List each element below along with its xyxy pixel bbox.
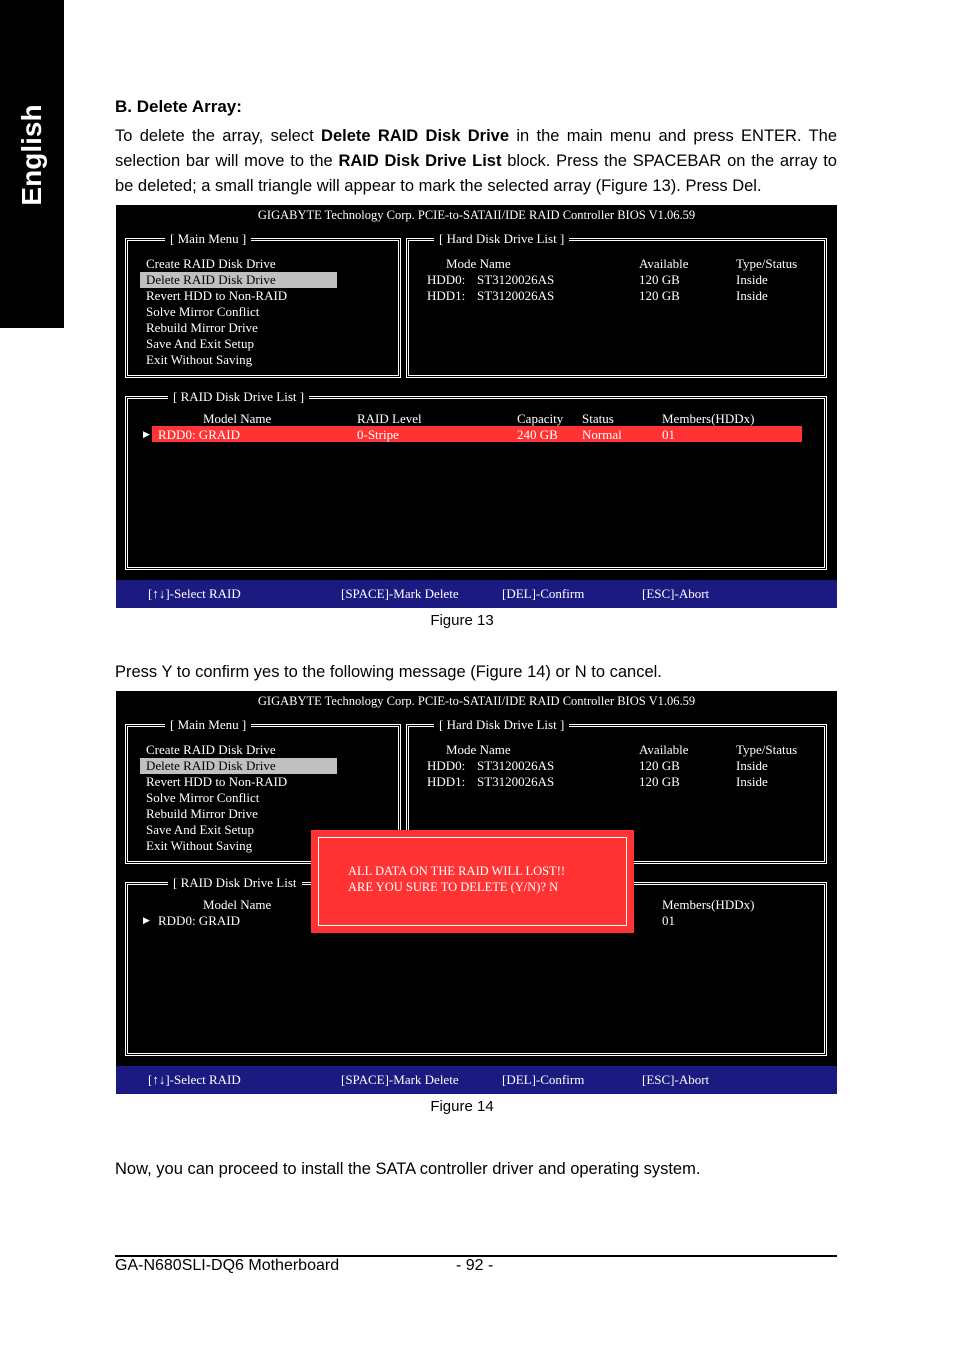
language-tab-label: English xyxy=(16,104,47,206)
raid-list-label: [ RAID Disk Drive List xyxy=(168,875,302,891)
selection-triangle-icon: ▶ xyxy=(143,429,150,439)
section-heading: B. Delete Array: xyxy=(115,97,242,116)
hdd-row-model: ST3120026AS xyxy=(477,272,555,287)
intro-text-2: in the main menu and press ENTER. The selection bar will move to the xyxy=(115,127,837,170)
hdd-header-mode: Mode Name xyxy=(446,742,511,757)
menu-item-save-exit[interactable]: Save And Exit Setup xyxy=(146,336,254,351)
footer-model: GA-N680SLI-DQ6 Motherboard xyxy=(115,1257,340,1274)
hdd-row-type: Inside xyxy=(736,774,768,789)
raid-row-capacity: 240 GB xyxy=(517,427,558,442)
menu-item-exit-nosave[interactable]: Exit Without Saving xyxy=(146,352,253,367)
selection-triangle-icon: ▶ xyxy=(143,915,150,925)
bios-screen-figure-13 xyxy=(116,205,837,608)
hdd-row-model: ST3120026AS xyxy=(477,288,555,303)
footer-abort: [ESC]-Abort xyxy=(642,1072,710,1087)
hdd-row-model: ST3120026AS xyxy=(477,774,555,789)
hdd-row-type: Inside xyxy=(736,758,768,773)
raid-header-model: Model Name xyxy=(203,897,272,912)
hdd-row-id: HDD1: xyxy=(427,774,466,789)
raid-header-members: Members(HDDx) xyxy=(662,411,755,426)
menu-item-save-exit[interactable]: Save And Exit Setup xyxy=(146,822,254,837)
hdd-row-available: 120 GB xyxy=(639,272,680,287)
closing-paragraph: Now, you can proceed to install the SATA controller driver and operating system. xyxy=(115,1160,701,1178)
intro-text-3: block. Press the SPACEBAR on the array to be deleted; a small triangle will appear to mark the selected array (Figure 13). Press Del. xyxy=(115,152,837,195)
raid-header-level: RAID Level xyxy=(357,411,422,426)
intro-bold-2: RAID Disk Drive List xyxy=(338,152,502,170)
bios-title: GIGABYTE Technology Corp. PCIE-to-SATAII/IDE RAID Controller BIOS V1.06.59 xyxy=(257,694,696,708)
raid-row-level: 0-Stripe xyxy=(357,427,399,442)
footer-confirm: [DEL]-Confirm xyxy=(502,586,585,601)
menu-item-create[interactable]: Create RAID Disk Drive xyxy=(146,256,276,271)
hdd-row-id: HDD0: xyxy=(427,758,466,773)
menu-item-rebuild[interactable]: Rebuild Mirror Drive xyxy=(146,806,258,821)
raid-row-name: RDD0: GRAID xyxy=(158,427,240,442)
hdd-row-type: Inside xyxy=(736,288,768,303)
raid-list-label: [ RAID Disk Drive List ] xyxy=(168,389,309,405)
figure-13-caption: Figure 13 xyxy=(430,612,494,629)
footer-select: [↑↓]-Select RAID xyxy=(148,1072,241,1087)
menu-item-revert[interactable]: Revert HDD to Non-RAID xyxy=(146,774,288,789)
confirm-paragraph: Press Y to confirm yes to the following message (Figure 14) or N to cancel. xyxy=(115,663,662,681)
bios-footer xyxy=(116,1066,837,1094)
dialog-warning-line: ALL DATA ON THE RAID WILL LOST!! xyxy=(348,864,566,878)
raid-row-name[interactable]: RDD0: GRAID xyxy=(158,913,240,928)
delete-confirm-dialog[interactable] xyxy=(311,830,634,933)
raid-row-status: Normal xyxy=(582,427,622,442)
hdd-row-available: 120 GB xyxy=(639,758,680,773)
raid-header-capacity: Capacity xyxy=(517,411,564,426)
figure-14-caption: Figure 14 xyxy=(430,1098,494,1115)
raid-header-members: Members(HDDx) xyxy=(662,897,755,912)
hdd-row-available: 120 GB xyxy=(639,288,680,303)
hdd-header-type: Type/Status xyxy=(736,256,798,271)
menu-item-delete[interactable]: Delete RAID Disk Drive xyxy=(140,758,337,774)
footer-abort: [ESC]-Abort xyxy=(642,586,710,601)
hdd-header-type: Type/Status xyxy=(736,742,798,757)
intro-paragraph xyxy=(115,124,837,199)
menu-item-exit-nosave[interactable]: Exit Without Saving xyxy=(146,838,253,853)
hdd-list-label: [ Hard Disk Drive List ] xyxy=(434,231,569,247)
menu-item-solve[interactable]: Solve Mirror Conflict xyxy=(146,790,260,805)
hdd-row-model: ST3120026AS xyxy=(477,758,555,773)
raid-header-status: Status xyxy=(582,411,614,426)
hdd-list-label: [ Hard Disk Drive List ] xyxy=(434,717,569,733)
bios-footer xyxy=(116,580,837,608)
menu-item-solve[interactable]: Solve Mirror Conflict xyxy=(146,304,260,319)
intro-bold-1: Delete RAID Disk Drive xyxy=(321,127,510,145)
footer-select: [↑↓]-Select RAID xyxy=(148,586,241,601)
hdd-row-available: 120 GB xyxy=(639,774,680,789)
hdd-row-type: Inside xyxy=(736,272,768,287)
main-menu-label: [ Main Menu ] xyxy=(165,717,251,733)
raid-row-members: 01 xyxy=(662,427,675,442)
hdd-row-id: HDD0: xyxy=(427,272,466,287)
footer-mark-delete: [SPACE]-Mark Delete xyxy=(341,586,459,601)
main-menu-label: [ Main Menu ] xyxy=(165,231,251,247)
raid-row-selected[interactable] xyxy=(152,426,802,442)
raid-header-model: Model Name xyxy=(203,411,272,426)
dialog-prompt-line[interactable]: ARE YOU SURE TO DELETE (Y/N)? N xyxy=(348,880,559,894)
hdd-header-available: Available xyxy=(639,256,689,271)
footer-page-number: - 92 - xyxy=(456,1257,494,1274)
hdd-header-mode: Mode Name xyxy=(446,256,511,271)
intro-text-1: To delete the array, select xyxy=(115,127,322,145)
bios-screen-figure-14 xyxy=(116,691,837,1094)
hdd-row-id: HDD1: xyxy=(427,288,466,303)
footer-mark-delete: [SPACE]-Mark Delete xyxy=(341,1072,459,1087)
menu-item-rebuild[interactable]: Rebuild Mirror Drive xyxy=(146,320,258,335)
footer-confirm: [DEL]-Confirm xyxy=(502,1072,585,1087)
menu-item-revert[interactable]: Revert HDD to Non-RAID xyxy=(146,288,288,303)
language-tab xyxy=(0,0,64,328)
raid-row-members: 01 xyxy=(662,913,675,928)
hdd-header-available: Available xyxy=(639,742,689,757)
menu-item-delete[interactable]: Delete RAID Disk Drive xyxy=(140,272,337,288)
bios-title: GIGABYTE Technology Corp. PCIE-to-SATAII/IDE RAID Controller BIOS V1.06.59 xyxy=(257,208,696,222)
menu-item-create[interactable]: Create RAID Disk Drive xyxy=(146,742,276,757)
